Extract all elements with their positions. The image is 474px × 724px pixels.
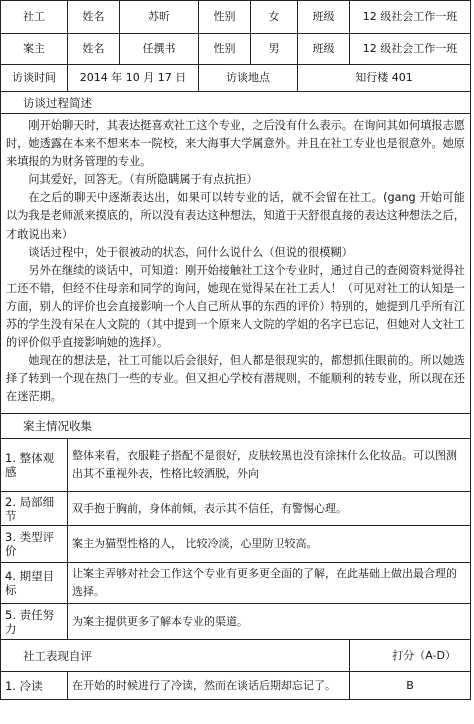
case-row — [1, 492, 471, 526]
time-place-row — [1, 65, 471, 92]
case-text: 双手抱于胸前，身体前倾，表示其不信任，有警惕心理。 — [68, 492, 471, 526]
role-cell: 社工 — [1, 1, 68, 34]
case-label: 4. 期望目标 — [1, 563, 68, 604]
case-title: 案主情况收集 — [1, 414, 471, 439]
time-value: 2014 年 10 月 17 日 — [68, 65, 199, 92]
eval-row — [1, 672, 471, 700]
gender-value: 男 — [251, 34, 298, 65]
class-label: 班级 — [298, 1, 350, 34]
case-title-row — [1, 414, 471, 439]
case-label: 1. 整体观感 — [1, 439, 68, 492]
eval-title-row — [1, 640, 471, 672]
eval-text: 在开始的时候进行了冷读，然而在谈话后期却忘记了。 — [68, 672, 350, 700]
process-narrative — [1, 114, 471, 414]
case-text: 为案主提供更多了解本专业的渠道。 — [68, 604, 471, 640]
eval-score: B — [350, 672, 471, 700]
place-label: 访谈地点 — [199, 65, 298, 92]
process-title-row — [1, 92, 471, 114]
name-label: 姓名 — [68, 1, 120, 34]
case-label: 5. 责任努力 — [1, 604, 68, 640]
place-value: 知行楼 401 — [298, 65, 471, 92]
gender-value: 女 — [251, 1, 298, 34]
client-row — [1, 34, 471, 65]
role-cell: 案主 — [1, 34, 68, 65]
process-paragraph: 另外在继续的谈话中，可知道：刚开始接触社工这个专业时，通过自己的查阅资料觉得社工还不错，但经不住母亲和同学的询问，她现在觉得呆在社工丢人！（可见对社工的认知是一方面，别人的评价也会直接影响一个人自己所从事的东西的评价）特别的，她提到几乎所有江苏的学生没有呆在人文院的（其中提到一个原来人文院的学姐的名字已忘记，但她对人文社工的评价似乎直接影响她的选择）。 — [6, 263, 465, 350]
name-value: 苏昕 — [120, 1, 199, 34]
case-label: 2. 局部细节 — [1, 492, 68, 526]
class-value: 12 级社会工作一班 — [350, 34, 471, 65]
score-label: 打分（A-D） — [350, 640, 471, 672]
class-value: 12 级社会工作一班 — [350, 1, 471, 34]
gender-label: 性别 — [199, 34, 251, 65]
case-row — [1, 526, 471, 563]
case-text: 整体来看，衣服鞋子搭配不是很好，皮肤较黑也没有涂抹什么化妆品。可以图测出其不重视外表，性格比较洒脱，外向 — [68, 439, 471, 492]
process-paragraph: 谈话过程中，处于很被动的状态，问什么说什么（但说的很模糊） — [28, 245, 353, 259]
case-label: 3. 类型评价 — [1, 526, 68, 563]
case-row — [1, 604, 471, 640]
class-label: 班级 — [298, 34, 350, 65]
case-text: 案主为猫型性格的人， 比较冷淡，心里防卫较高。 — [68, 526, 471, 563]
eval-title: 社工表现自评 — [1, 640, 350, 672]
process-body-row — [1, 114, 471, 414]
case-text: 让案主弄够对社会工作这个专业有更多更全面的了解，在此基础上做出最合理的选择。 — [68, 563, 471, 604]
process-paragraph: 刚开始聊天时，其表达挺喜欢社工这个专业，之后没有什么表示。在询问其如何填报志愿时，她透露在本来不想来本一院校，来大海事大学属意外。并且在社工专业也是很意外。她原来填报的为财务管理的专业。 — [6, 119, 465, 169]
process-title: 访谈过程简述 — [1, 92, 471, 114]
social-worker-row — [1, 1, 471, 34]
time-label: 访谈时间 — [1, 65, 68, 92]
process-paragraph: 问其爱好，回答无。（有所隐瞒属于有点抗拒） — [28, 173, 258, 187]
name-label: 姓名 — [68, 34, 120, 65]
gender-label: 性别 — [199, 1, 251, 34]
process-paragraph: 在之后的聊天中逐渐表达出，如果可以转专业的话，就不会留在社工。(gang 开始可能以为我是老师派来摸底的，所以没有表达这种想法，知道于天舒很直接的表达这种想法之后，才敢说出来） — [6, 191, 465, 241]
case-row — [1, 563, 471, 604]
process-paragraph: 她现在的想法是，社工可能以后会很好，但人都是很现实的，都想抓住眼前的。所以她选择了转到一个现在热门一些的专业。但又担心学校有潜规则，不能顺利的转专业，所以现在还在迷茫期。 — [6, 354, 465, 404]
name-value: 任撰书 — [120, 34, 199, 65]
case-row — [1, 439, 471, 492]
eval-label: 1. 冷读 — [1, 672, 68, 700]
